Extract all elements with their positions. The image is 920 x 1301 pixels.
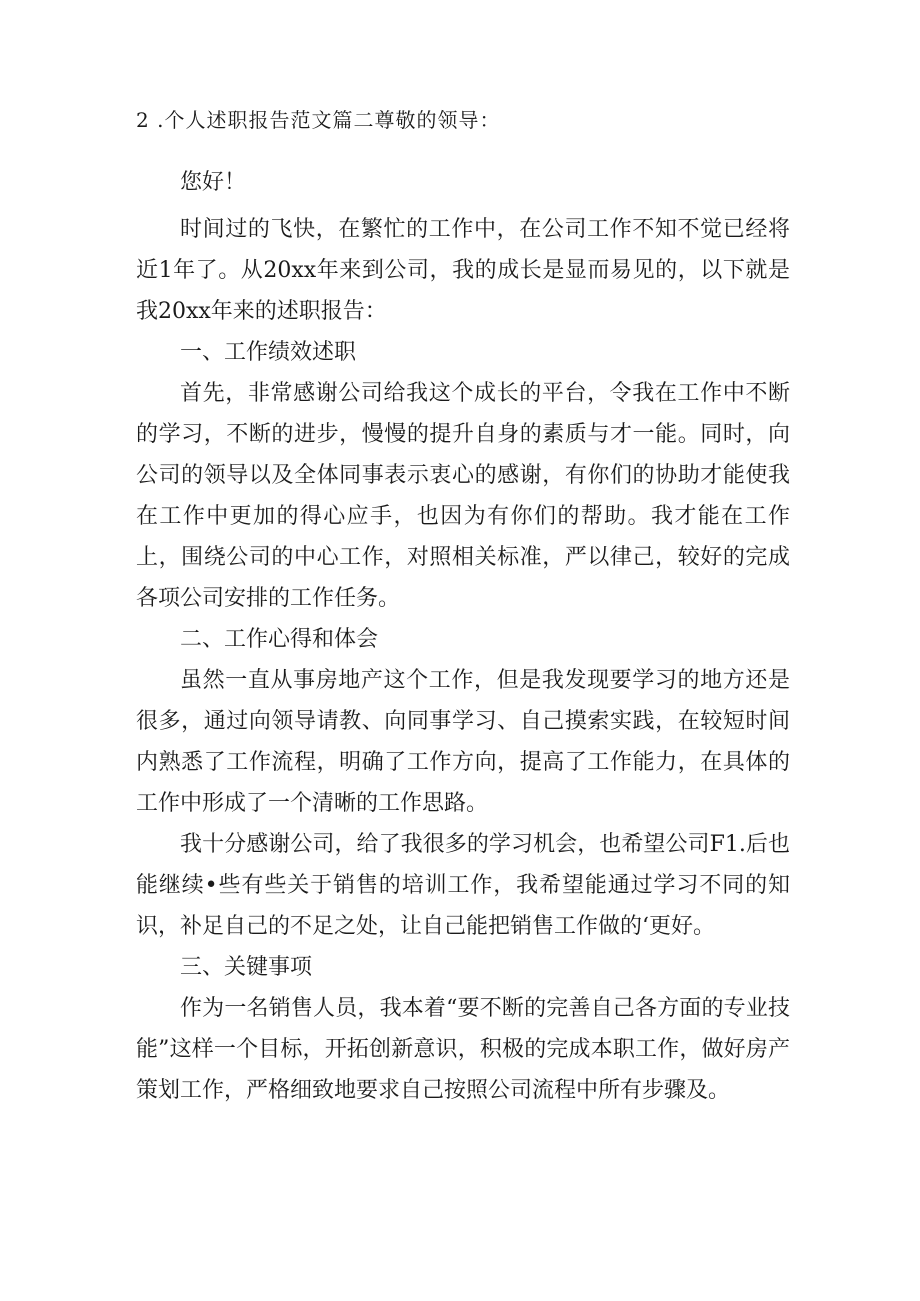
section-heading-experience: 二、工作心得和体会: [180, 627, 379, 652]
greeting-paragraph: 您好！: [180, 170, 247, 195]
key-matters-paragraph: 作为一名销售人员，我本着“要不断的完善自己各方面的专业技能”这样一个目标，开拓创新意识，积极的完成本职工作，做好房产策划工作，严格细致地要求自己按照公司流程中所有步骤及。: [136, 996, 790, 1103]
section-heading-key-matters: 三、关键事项: [180, 955, 313, 980]
performance-paragraph: 首先，非常感谢公司给我这个成长的平台，令我在工作中不断的学习，不断的进步，慢慢的提升自身的素质与才一能。同时，向公司的领导以及全体同事表示衷心的感谢，有你们的协助才能使我在工作中更加的得心应手，也因为有你们的帮助。我才能在工作上，围绕公司的中心工作，对照相关标准，严以律己，较好的完成各项公司安排的工作任务。: [136, 381, 790, 611]
document-title: 2 .个人述职报告范文篇二尊敬的领导：: [136, 108, 501, 132]
section-heading-performance: 一、工作绩效述职: [180, 340, 357, 365]
intro-paragraph: 时间过的飞快，在繁忙的工作中，在公司工作不知不觉已经将近1年了。从20xx年来到公司，我的成长是显而易见的，以下就是我20xx年来的述职报告：: [136, 217, 790, 324]
document-body: [136, 100, 790, 1111]
experience-paragraph-2: 我十分感谢公司，给了我很多的学习机会，也希望公司F1.后也能继续•些有些关于销售的培训工作，我希望能通过学习不同的知识，补足自己的不足之处，让自己能把销售工作做的‘更好。: [136, 832, 790, 939]
experience-paragraph-1: 虽然一直从事房地产这个工作，但是我发现要学习的地方还是很多，通过向领导请教、向同事学习、自己摸索实践，在较短时间内熟悉了工作流程，明确了工作方向，提高了工作能力，在具体的工作中形成了一个清晰的工作思路。: [136, 668, 790, 816]
